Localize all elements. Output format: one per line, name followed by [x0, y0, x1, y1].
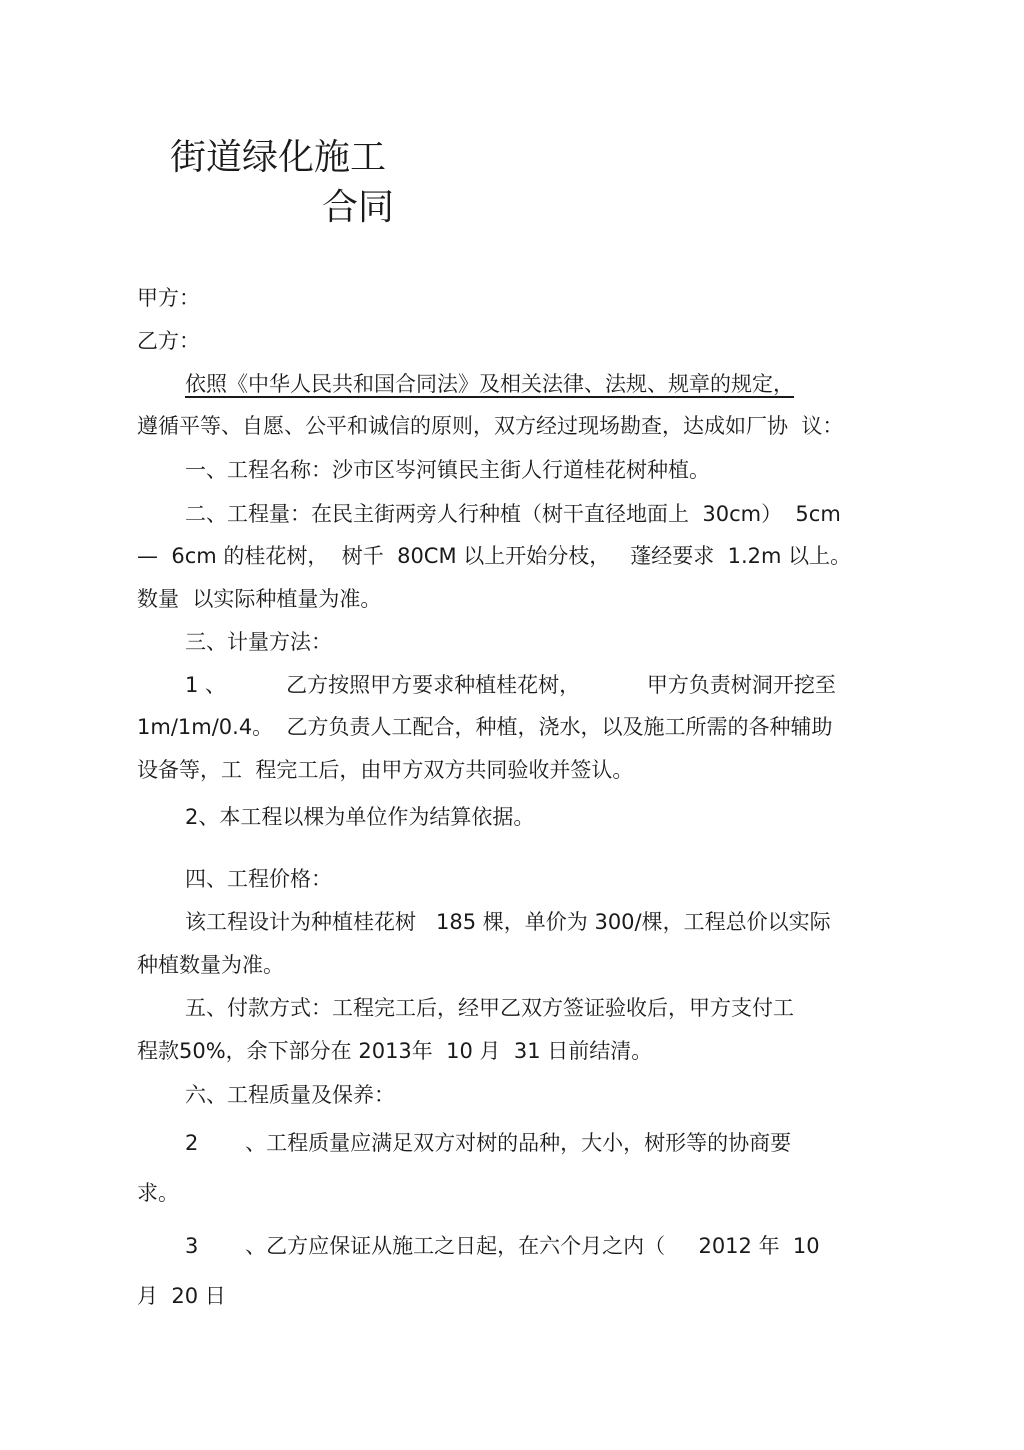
clause-2-line-3: 数量 以实际种植量为准。: [137, 587, 382, 611]
clause-6-item-3-line-1: 3 、乙方应保证从施工之日起，在六个月之内（ 2012 年 10: [185, 1234, 820, 1258]
clause-5-line-1: 五、付款方式：工程完工后，经甲乙双方签证验收后，甲方支付工: [185, 996, 794, 1020]
clause-6-heading: 六、工程质量及保养：: [185, 1083, 395, 1107]
clause-6-item-2-line-2: 求。: [137, 1181, 179, 1205]
clause-3-heading: 三、计量方法：: [185, 630, 332, 654]
clause-6-item-3-line-2: 月 20 日: [137, 1284, 226, 1308]
intro-line-1: 依照《中华人民共和国合同法》及相关法律、法规、规章的规定，: [185, 372, 794, 396]
clause-4-line-2: 种植数量为准。: [137, 953, 284, 977]
clause-2-line-2: — 6cm 的桂花树， 树千 80CM 以上开始分枝， 蓬经要求 1.2m 以上。: [137, 544, 852, 568]
party-b-label: 乙方：: [137, 329, 200, 353]
document-title-line-1: 街道绿化施工: [170, 137, 387, 178]
clause-5-line-2: 程款50%，余下部分在 2013年 10 月 31 日前结清。: [137, 1039, 653, 1063]
clause-1-project-name: 一、工程名称：沙市区岑河镇民主街人行道桂花树种植。: [185, 458, 710, 482]
clause-4-heading: 四、工程价格：: [185, 867, 332, 891]
clause-3-item-1-line-3: 设备等，工 程完工后，由甲方双方共同验收并签认。: [137, 758, 634, 782]
clause-6-item-2-line-1: 2 、工程质量应满足双方对树的品种，大小，树形等的协商要: [185, 1131, 792, 1155]
intro-line-2: 遵循平等、自愿、公平和诚信的原则，双方经过现场勘查，达成如厂协 议：: [137, 414, 844, 438]
clause-3-item-1-line-1: 1 、 乙方按照甲方要求种植桂花树， 甲方负责树洞开挖至: [185, 673, 836, 697]
clause-3-item-2: 2、本工程以棵为单位作为结算依据。: [185, 805, 535, 829]
clause-3-item-1-line-2: 1m/1m/0.4。 乙方负责人工配合，种植，浇水，以及施工所需的各种辅助: [137, 715, 833, 739]
party-a-label: 甲方：: [137, 286, 200, 310]
document-title-line-2: 合同: [322, 187, 395, 228]
clause-4-line-1: 该工程设计为种植桂花树 185 棵，单价为 300/棵，工程总价以实际: [185, 910, 831, 934]
clause-2-line-1: 二、工程量：在民主街两旁人行种植（树干直径地面上 30cm） 5cm: [185, 502, 841, 526]
